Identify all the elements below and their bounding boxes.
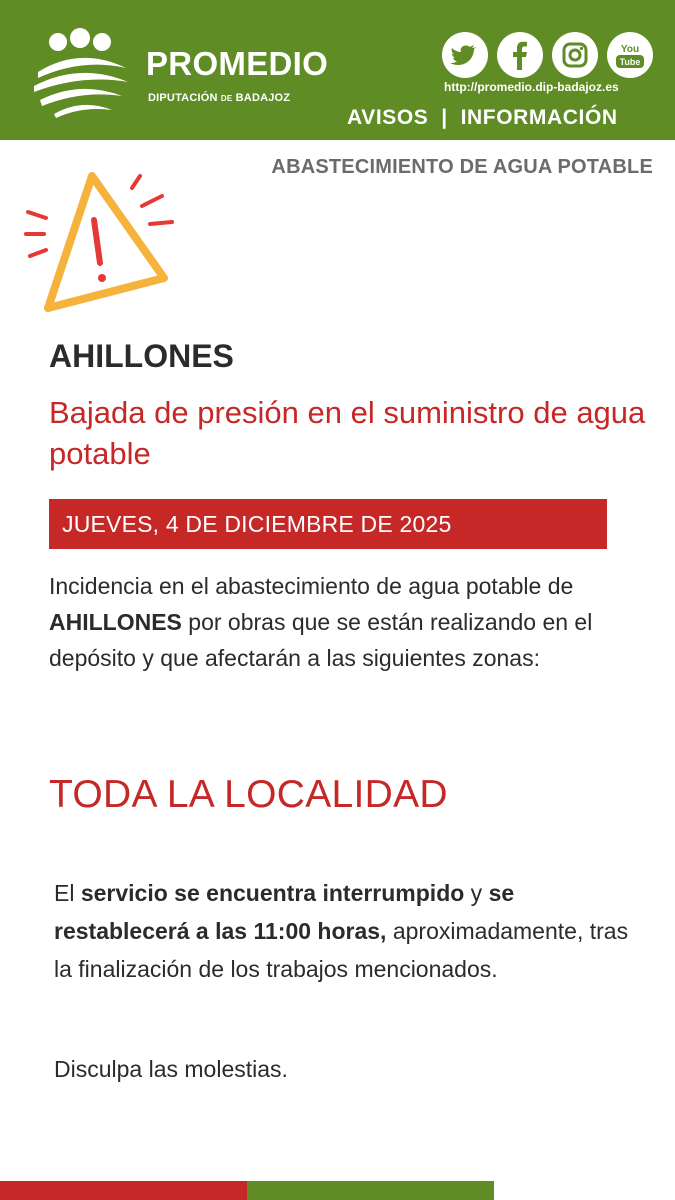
promedio-logo-icon bbox=[30, 28, 130, 120]
warning-icon bbox=[22, 168, 182, 318]
svg-text:Tube: Tube bbox=[619, 57, 641, 67]
social-links bbox=[442, 32, 653, 78]
notice-headline: Bajada de presión en el suministro de agua potable bbox=[49, 395, 646, 471]
youtube-icon[interactable] bbox=[607, 32, 653, 78]
section-label: AVISOS | INFORMACIÓN bbox=[347, 106, 618, 129]
facebook-icon[interactable] bbox=[497, 32, 543, 78]
brand-title: PROMEDIO bbox=[146, 45, 329, 82]
apology-text: Disculpa las molestias. bbox=[54, 1056, 288, 1082]
notice-date: JUEVES, 4 DE DICIEMBRE DE 2025 bbox=[49, 499, 607, 549]
instagram-icon[interactable] bbox=[552, 32, 598, 78]
website-url[interactable]: http://promedio.dip-badajoz.es bbox=[444, 80, 619, 94]
town-name: AHILLONES bbox=[49, 338, 234, 374]
footer-bar-red bbox=[0, 1181, 247, 1200]
svg-text:You: You bbox=[620, 44, 640, 55]
notice-category: ABASTECIMIENTO DE AGUA POTABLE bbox=[271, 156, 653, 178]
service-status: El servicio se encuentra interrumpido y se restablecerá a las 11:00 horas, aproximadamente, tras la finalización de los trabajos mencionados. bbox=[54, 880, 629, 982]
header-banner bbox=[0, 0, 675, 140]
twitter-icon[interactable] bbox=[442, 32, 488, 78]
incident-description: Incidencia en el abastecimiento de agua potable de AHILLONES por obras que se están realizando en el depósito y que afectarán a las siguientes zonas: bbox=[49, 573, 593, 671]
affected-zone: TODA LA LOCALIDAD bbox=[49, 773, 448, 816]
brand-subtitle: DIPUTACIÓN DE BADAJOZ bbox=[148, 92, 291, 104]
footer-bar-green bbox=[247, 1181, 494, 1200]
